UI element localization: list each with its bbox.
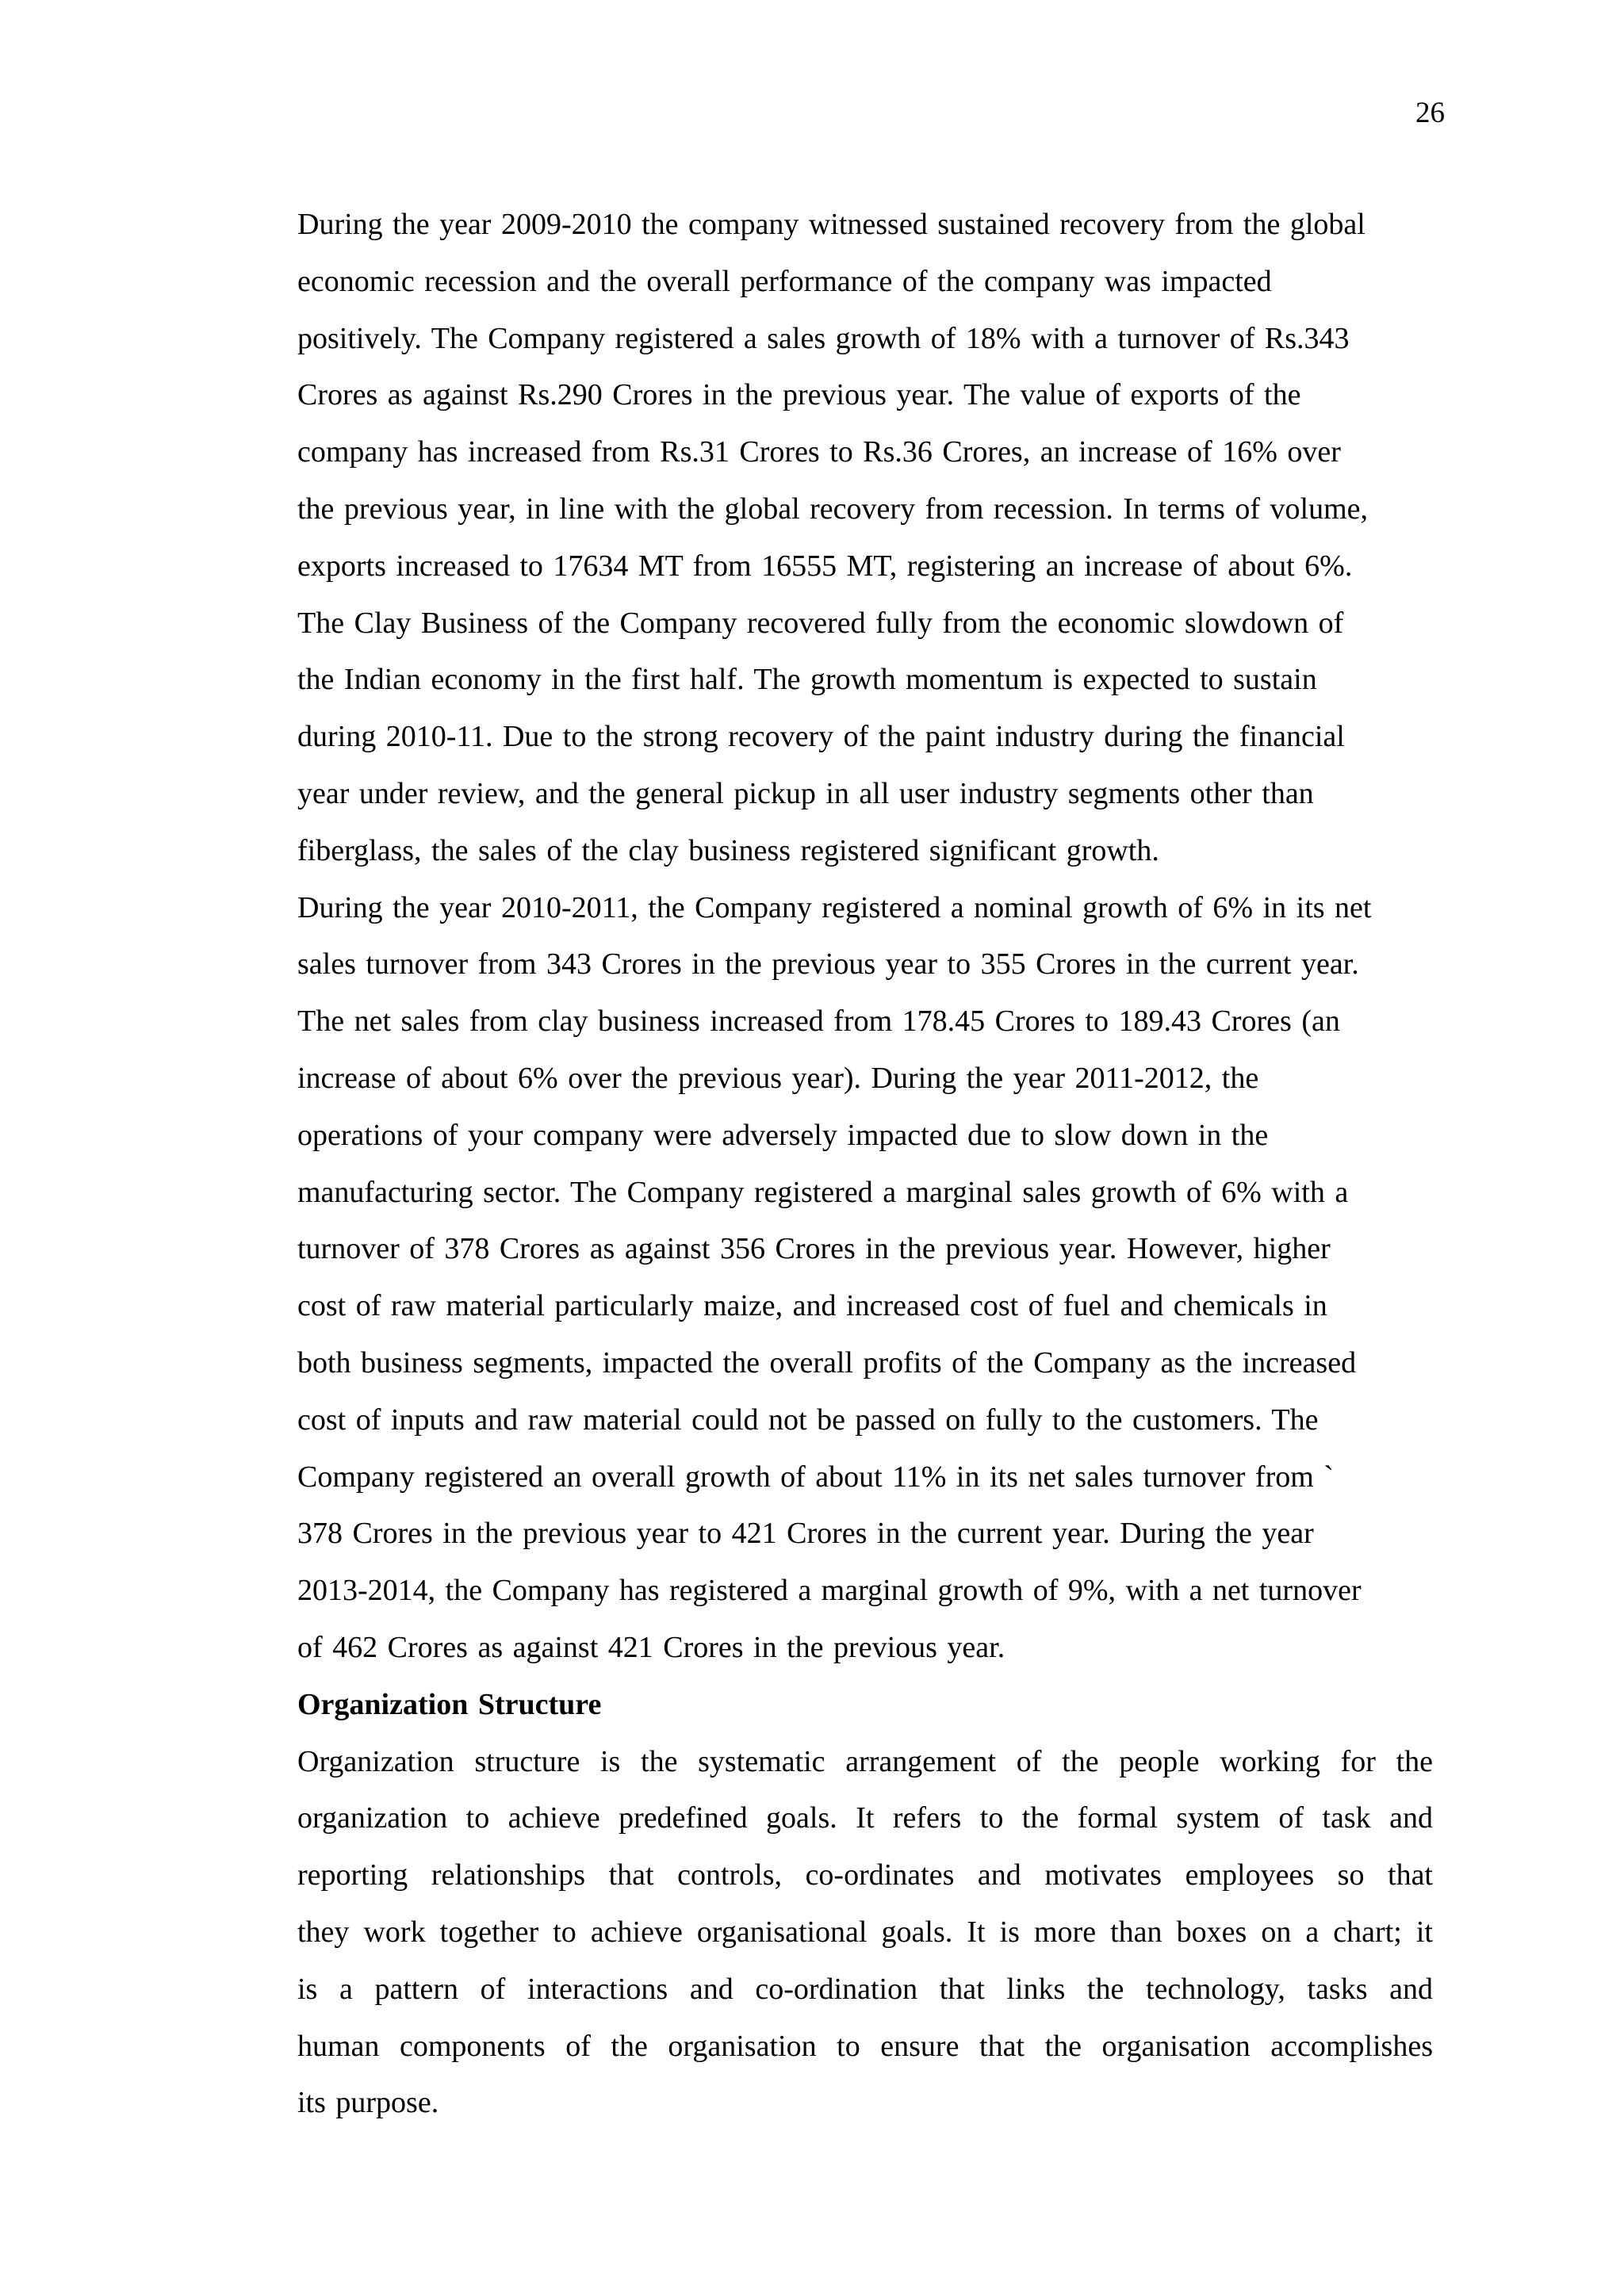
paragraph-organization-structure — [297, 1734, 1433, 2133]
text-line: cost of raw material particularly maize, and increased cost of fuel and chemicals in — [297, 1289, 1327, 1323]
text-line: during 2010-11. Due to the strong recovery of the paint industry during the financial — [297, 720, 1345, 754]
text-line: During the year 2009-2010 the company witnessed sustained recovery from the global — [297, 208, 1365, 241]
text-line: of 462 Crores as against 421 Crores in the previous year. — [297, 1630, 1005, 1664]
text-line: sales turnover from 343 Crores in the previous year to 355 Crores in the current year. — [297, 947, 1359, 982]
text-line: the previous year, in line with the global recovery from recession. In terms of volume, — [297, 492, 1369, 526]
text-line: company has increased from Rs.31 Crores to Rs.36 Crores, an increase of 16% over — [297, 435, 1341, 469]
text-line: is a pattern of interactions and co-ordination that links the technology, tasks and — [297, 1972, 1433, 2006]
text-line: the Indian economy in the first half. The growth momentum is expected to sustain — [297, 663, 1317, 697]
text-line: increase of about 6% over the previous year). During the year 2011-2012, the — [297, 1061, 1259, 1095]
text-line: fiberglass, the sales of the clay business registered significant growth. — [297, 833, 1159, 867]
text-line: organization to achieve predefined goals. It refers to the formal system of task and — [297, 1801, 1433, 1835]
text-line: they work together to achieve organisational goals. It is more than boxes on a chart; it — [297, 1915, 1433, 1949]
text-line: positively. The Company registered a sales growth of 18% with a turnover of Rs.343 — [297, 321, 1350, 355]
paragraph-company-performance-2010 — [297, 880, 1433, 1677]
page-number: 26 — [1415, 97, 1445, 129]
text-line: exports increased to 17634 MT from 16555 MT, registering an increase of about 6%. — [297, 549, 1353, 583]
text-line: The Clay Business of the Company recovered fully from the economic slowdown of — [297, 606, 1344, 640]
text-line: 378 Crores in the previous year to 421 Crores in the current year. During the year — [297, 1517, 1314, 1551]
text-line: During the year 2010-2011, the Company registered a nominal growth of 6% in its net — [297, 890, 1372, 924]
text-line: Organization structure is the systematic arrangement of the people working for the — [297, 1744, 1433, 1778]
text-line: cost of inputs and raw material could not be passed on fully to the customers. The — [297, 1402, 1319, 1437]
text-line: Company registered an overall growth of about 11% in its net sales turnover from ` — [297, 1460, 1334, 1494]
text-line: year under review, and the general pickup in all user industry segments other than — [297, 776, 1314, 810]
text-line: manufacturing sector. The Company registered a marginal sales growth of 6% with a — [297, 1175, 1349, 1209]
page-content — [297, 197, 1433, 2132]
text-line: human components of the organisation to ensure that the organisation accomplishes — [297, 2029, 1433, 2063]
text-line: turnover of 378 Crores as against 356 Crores in the previous year. However, higher — [297, 1232, 1331, 1266]
paragraph-company-performance-2009 — [297, 197, 1433, 880]
text-line: 2013-2014, the Company has registered a marginal growth of 9%, with a net turnover — [297, 1574, 1362, 1608]
text-line: both business segments, impacted the overall profits of the Company as the increased — [297, 1345, 1357, 1380]
text-line: The net sales from clay business increased from 178.45 Crores to 189.43 Crores (an — [297, 1004, 1340, 1039]
text-line: operations of your company were adversely impacted due to slow down in the — [297, 1118, 1269, 1152]
text-line: reporting relationships that controls, co-ordinates and motivates employees so that — [297, 1858, 1433, 1892]
text-line: Crores as against Rs.290 Crores in the previous year. The value of exports of the — [297, 378, 1301, 412]
text-line: economic recession and the overall performance of the company was impacted — [297, 264, 1272, 298]
text-line: its purpose. — [297, 2086, 439, 2120]
section-heading: Organization Structure — [297, 1687, 602, 1721]
